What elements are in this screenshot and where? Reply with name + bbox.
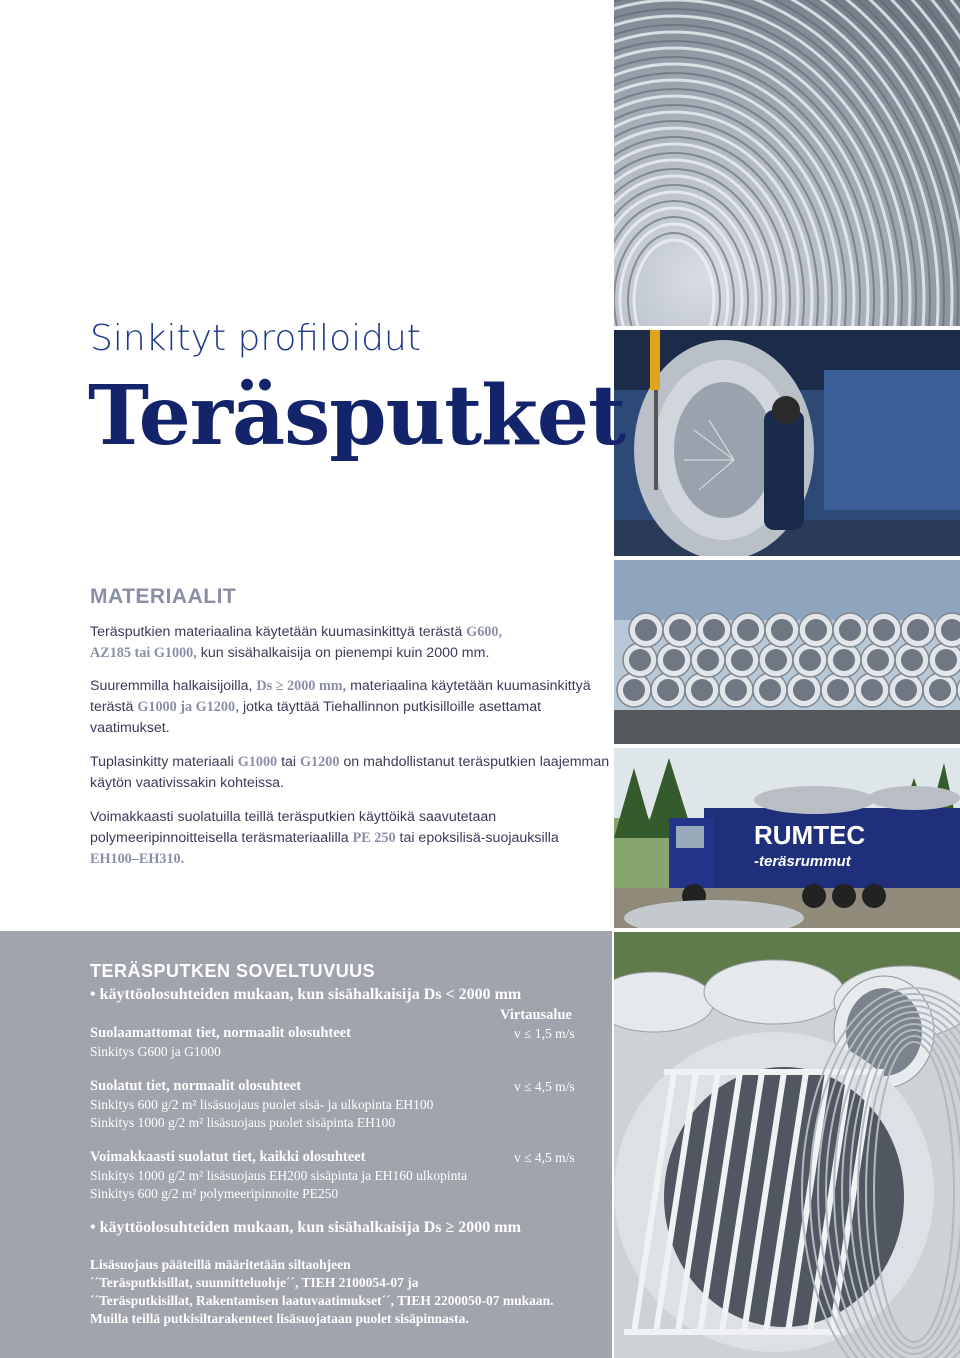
page-title: Teräsputket	[88, 368, 625, 464]
group-2-line-1: Sinkitys 600 g/2 m² lisäsuojaus puolet sisä- ja ulkopinta EH100	[90, 1097, 434, 1112]
photo-pipe-stacks	[614, 560, 960, 744]
truck-text-rumtec: RUMTEC	[754, 820, 866, 850]
group-3-line-1: Sinkitys 1000 g/2 m² lisäsuojaus EH200 sisäpinta ja EH160 ulkopinta	[90, 1168, 468, 1183]
suitability-heading: TERÄSPUTKEN SOVELTUVUUS	[90, 961, 376, 981]
footer-line-2: ´´Teräsputkisillat, suunnitteluohje´´, TIEH 2100054-07 ja	[90, 1275, 419, 1290]
group-2-flow: v ≤ 4,5 m/s	[514, 1079, 575, 1094]
photo-pipe-grate	[614, 932, 960, 1358]
photo-pipe-interior	[614, 0, 960, 326]
footer-line-3: ´´Teräsputkisillat, Rakentamisen laatuvaatimukset´´, TIEH 2200050-07 mukaan.	[90, 1293, 554, 1308]
truck-text-sub: -teräsrummut	[754, 853, 851, 870]
photo-factory-welding	[614, 330, 960, 556]
flow-range-header: Virtausalue	[500, 1007, 572, 1023]
group-3-line-2: Sinkitys 600 g/2 m² polymeeripinnoite PE250	[90, 1186, 339, 1201]
materials-paragraph-2: Suuremmilla halkaisijoilla, Ds ≥ 2000 mm, materiaalina käytetään kuumasinkittyä terästä G1000 ja G1200, jotka täyttää Tiehallinnon putkisilloille asettamat vaatimukset.	[90, 678, 591, 736]
group-2-line-2: Sinkitys 1000 g/2 m² lisäsuojaus puolet sisäpinta EH100	[90, 1115, 396, 1130]
group-1-line-1: Sinkitys G600 ja G1000	[90, 1044, 221, 1059]
materials-paragraph-4: Voimakkaasti suolatuilla teillä teräsputkien käyttöikä saavutetaan polymeeripinnoitteisella teräsmateriaalilla PE 250 tai epoksilisä-suojauksilla EH100–EH310.	[90, 809, 559, 867]
materials-paragraph-3: Tuplasinkitty materiaali G1000 tai G1200 on mahdollistanut teräsputkien laajemman käytön vaativissakin kohteissa.	[90, 754, 610, 791]
suitability-footer	[90, 1256, 554, 1328]
suitability-bullet-large: • käyttöolosuhteiden mukaan, kun sisähalkaisija Ds ≥ 2000 mm	[90, 1219, 521, 1236]
suitability-bullet-small: • käyttöolosuhteiden mukaan, kun sisähalkaisija Ds < 2000 mm	[90, 986, 522, 1003]
photo-rumtec-truck	[614, 748, 960, 928]
page-subtitle: Sinkityt profiloidut	[90, 318, 421, 359]
group-2-title: Suolatut tiet, normaalit olosuhteet	[90, 1078, 302, 1094]
footer-line-4: Muilla teillä putkisiltarakenteet lisäsuojataan puolet sisäpinnasta.	[90, 1311, 469, 1326]
materials-paragraph-1: Teräsputkien materiaalina käytetään kuumasinkittyä terästä G600, AZ185 tai G1000, kun sisähalkaisija on pienempi kuin 2000 mm.	[90, 624, 503, 661]
footer-line-1: Lisäsuojaus pääteillä määritetään siltaohjeen	[90, 1257, 351, 1272]
group-3-flow: v ≤ 4,5 m/s	[514, 1150, 575, 1165]
materials-heading: MATERIAALIT	[90, 585, 237, 608]
group-1-title: Suolaamattomat tiet, normaalit olosuhteet	[90, 1025, 351, 1041]
group-1-flow: v ≤ 1,5 m/s	[514, 1026, 575, 1041]
group-3-title: Voimakkaasti suolatut tiet, kaikki olosuhteet	[90, 1149, 366, 1165]
